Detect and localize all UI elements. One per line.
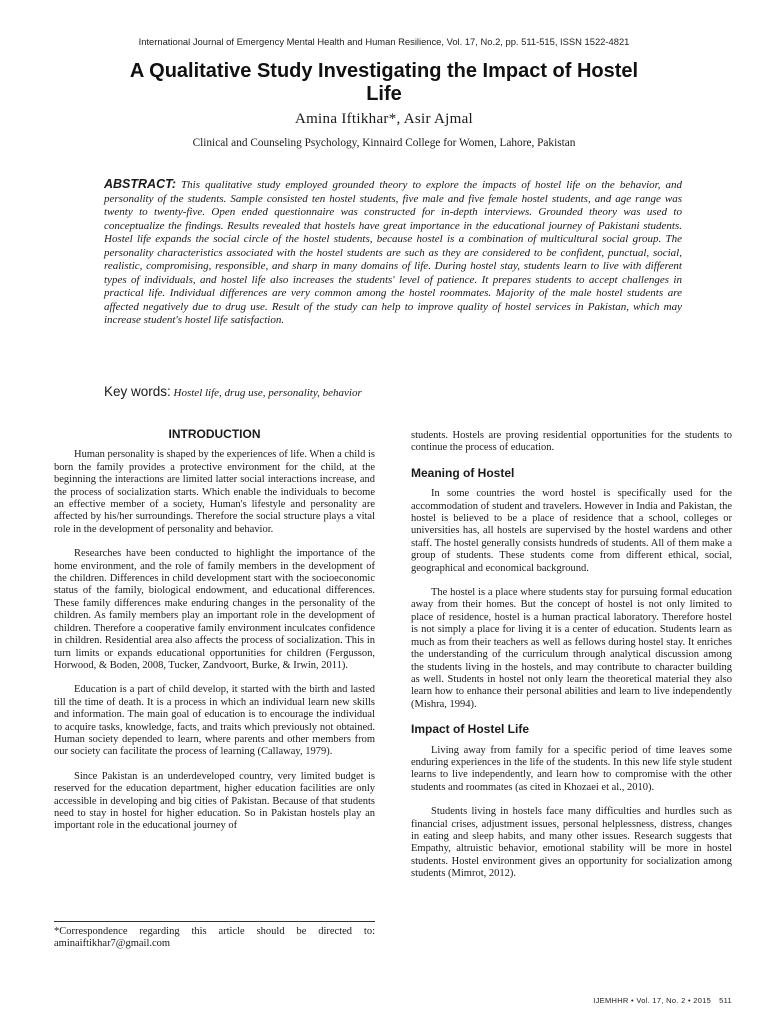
authors: Amina Iftikhar*, Asir Ajmal xyxy=(294,111,474,127)
impact-of-hostel-life-heading: Impact of Hostel Life xyxy=(411,722,530,737)
abstract-text: This qualitative study employed grounded theory to explore the impacts of hostel life on the behavior, and personality of the students. Sample consisted ten hostel students, five male and five female hostel students, and age range was twenty to twenty-five. Open ended questionnaire was constructed for in-depth interviews. Grounded theory was used to conceptualize the findings. Results revealed that hostels have great importance in the educational journey of Pakistani students. Hostel life expands the social circle of the hostel students, because hostel is a combination of multicultural social group. The personality characteristics associated with the hostel students are such as they are considered to be confident, punctual, social, realistic, compromising, responsible, and sharp in many domains of life. During hostel stay, students learn to live with different types of individuals, and hostel life also increases the students' level of patience. It prepares students to accept challenges in practical life. Individual differences are very common among the hostel roommates. Majority of the male hostel students are affected negatively due to drug use. Result of the study can help to improve quality of hostel services in Pakistan, which may increase student's hostel life satisfaction. xyxy=(104,179,683,326)
introduction-paragraph: Education is a part of child develop, it started with the birth and lasted till the time of death. It is a process in which an individual learn new skills and information. The main goal of education is to encourage the individual to acquire tasks, knowledge, facts, and traits which previously not obtained. Human society depended to learn, where parents and other members from our society can facilitate the process of learning (Callaway, 1979). xyxy=(54,684,375,758)
meaning-paragraph: In some countries the word hostel is specifically used for the accommodation of student and travelers. However in India and Pakistan, the hostel is believed to be a place of residence that a school, colleges or universities has, all hostels are supervised by the hostel wardens and other staff. The hostel generally consists hundreds of students. All of them make a group of students. These students come from different ethical, social, geographical and economical background. xyxy=(411,488,732,574)
introduction-paragraph: Researches have been conducted to highlight the importance of the home environment, and the role of family members in the development of the children. Differences in child development start with the socioeconomic status of the family, biological endowment, and educational differences. These family differences make enduring changes in the personality of the children. As family members play an important role in the development of children. Therefore a cooperative family environment inculcates confidence in children. Residential area also affects the process of socialization. This in turn limits or expands educational opportunities for children (Fergusson, Horwood, & Boden, 2008, Tucker, Zandvoort, Burke, & Irwin, 2011). xyxy=(54,548,375,671)
footer-citation: IJEMHHR • Vol. 17, No. 2 • 2015 xyxy=(593,996,712,1005)
page-footer xyxy=(560,996,732,1005)
footnote-text: *Correspondence regarding this article should be directed to: aminaiftikhar7@gmail.com xyxy=(54,926,375,950)
abstract xyxy=(104,178,682,328)
keywords xyxy=(104,384,682,399)
correspondence-footnote xyxy=(54,926,375,951)
introduction-paragraph: Human personality is shaped by the experiences of life. When a child is born the family provides a protective environment for the child, at the beginning the interactions are limited latter social interactions increase, and the process of socialization starts. Which enable the individuals to become an effective member of a society, Human's lifestyle and personality are affected by his/her surroundings. Therefore the social structure plays a vital role in the development of personality and behavior. xyxy=(54,449,376,535)
affiliation: Clinical and Counseling Psychology, Kinnaird College for Women, Lahore, Pakistan xyxy=(192,137,576,149)
footnote-divider xyxy=(54,921,375,922)
meaning-paragraph: The hostel is a place where students stay for pursuing formal education away from their homes. But the concept of hostel is not only limited to place of residence, hostel is a human practical laboratory. Therefore hostel is not simply a place for living it is a center of education. Students learn as much as from their teachers as well as fellows during hostel stay. It enriches the understanding of the curriculum through analytical discussion among the students living in the hostels, and may contribute to character building as well. Students in hostel not only learn the theoretical material they also learn how to enhance their personal abilities and learn to live independently (Mishra, 1994). xyxy=(411,587,732,710)
keywords-text: Hostel life, drug use, personality, behavior xyxy=(173,387,362,399)
abstract-label: ABSTRACT: xyxy=(104,177,176,191)
journal-header: International Journal of Emergency Mental Health and Human Resilience, Vol. 17, No.2, pp. 511-515, ISSN 1522-4821 xyxy=(138,36,630,47)
article-title: A Qualitative Study Investigating the Impact of Hostel Life xyxy=(129,60,639,105)
keywords-label: Key words: xyxy=(104,384,171,399)
left-column xyxy=(54,428,375,845)
meaning-of-hostel-heading: Meaning of Hostel xyxy=(411,465,515,480)
page-number: 511 xyxy=(719,996,732,1005)
impact-paragraph: Students living in hostels face many difficulties and hurdles such as financial crises, adjustment issues, personal helplessness, distress, changes in eating and sleep habits, and many other issues. Research suggests that Empathy, altruistic behavior, emotional stability will be more in hostel students. Hostel environment gives an opportunity for socialization among students (Mimrot, 2012). xyxy=(411,806,732,880)
impact-paragraph: Living away from family for a specific period of time leaves some enduring experiences in the life of the students. In this new life style student learns to live independently, and learn how to compromise with the other students and roommates (as cited in Khozaei et al., 2010). xyxy=(411,744,732,793)
right-column xyxy=(411,430,732,893)
introduction-heading: INTRODUCTION xyxy=(168,427,261,441)
introduction-paragraph: Since Pakistan is an underdeveloped country, very limited budget is reserved for the education department, higher education facilities are only accessible in developing and big cities of Pakistan. Because of that students need to stay in hostel for higher education. So in Pakistan hostels play an important role in the educational journey of xyxy=(54,770,375,832)
introduction-continuation: students. Hostels are proving residential opportunities for the students to continue the process of education. xyxy=(411,430,732,454)
